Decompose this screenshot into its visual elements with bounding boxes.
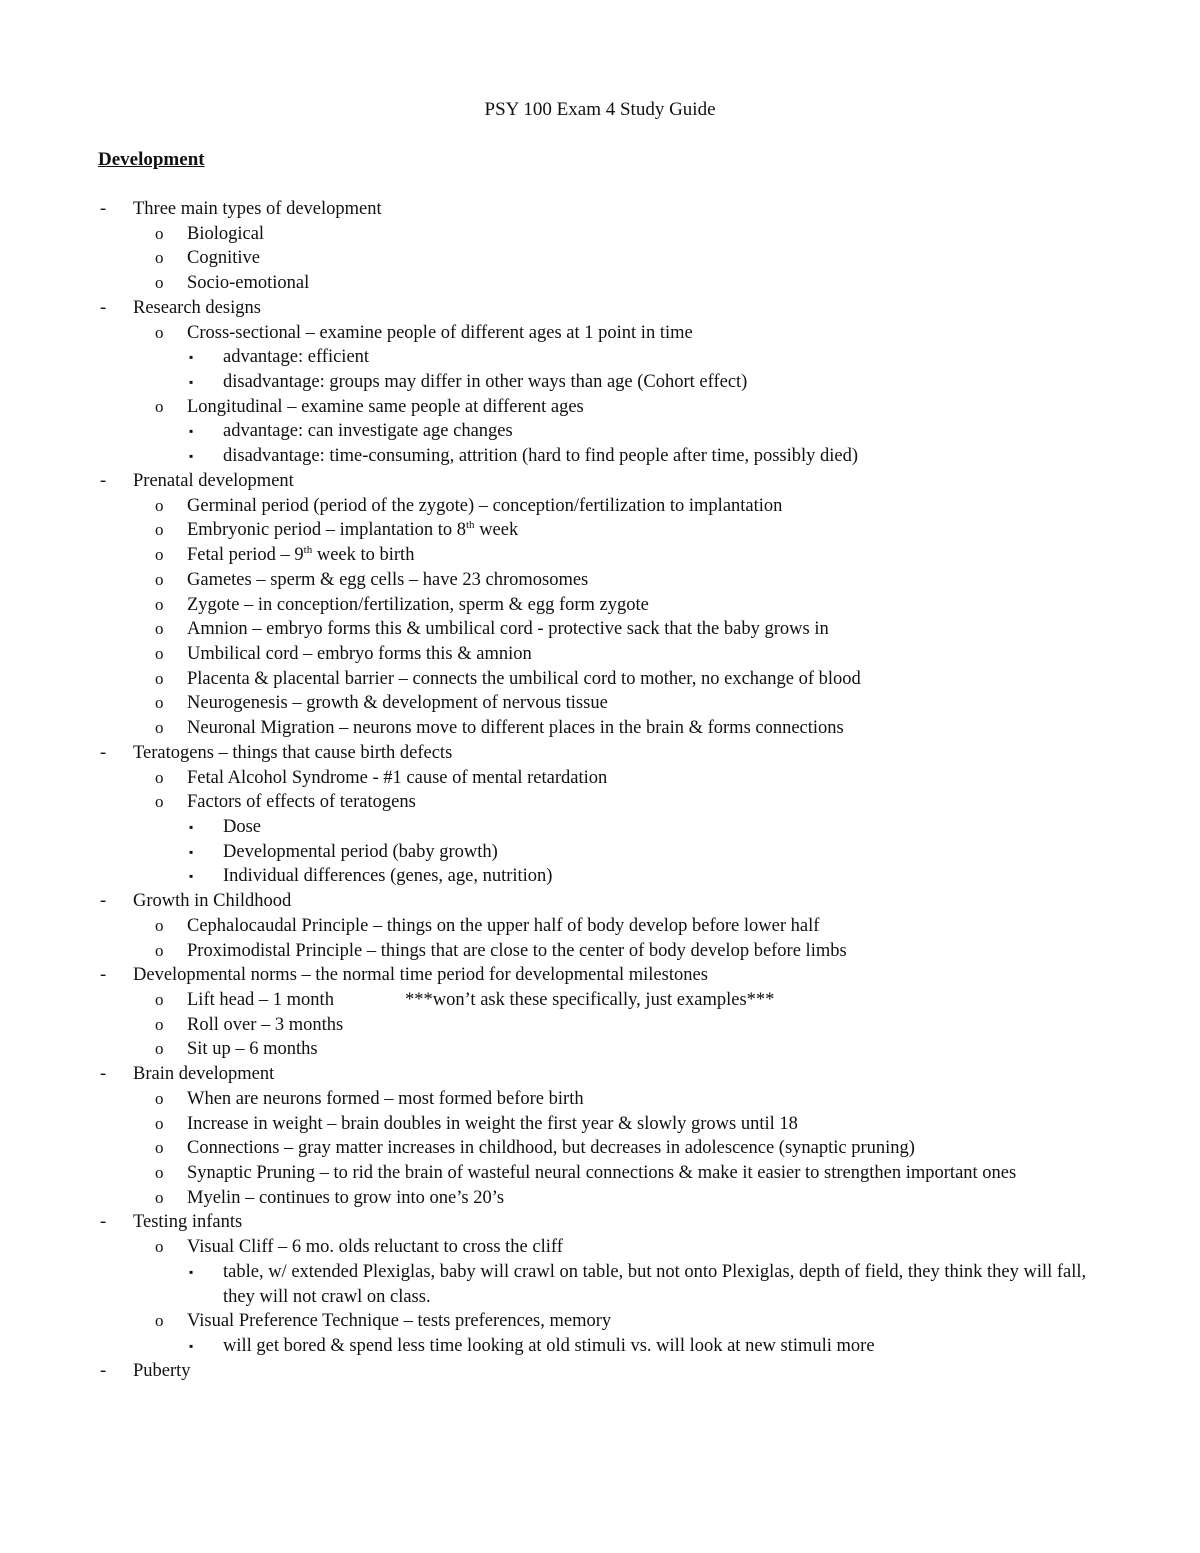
bullet-marker: o [155, 396, 164, 416]
side-note: ***won’t ask these specifically, just examples*** [405, 990, 775, 1010]
bullet-marker: ▪ [189, 375, 194, 390]
outline-item-level-2 [0, 1186, 1200, 1211]
outline-item-text: Developmental norms – the normal time period for developmental milestones [133, 965, 708, 986]
outline-item-text: Biological [187, 223, 265, 244]
bullet-marker: o [155, 643, 164, 663]
bullet-marker: o [155, 495, 164, 515]
outline-item-text: Developmental period (baby growth) [223, 841, 498, 862]
bullet-marker: o [155, 273, 164, 293]
bullet-marker: - [100, 1064, 107, 1085]
outline-item-text: Neuronal Migration – neurons move to different places in the brain & forms connections [187, 718, 844, 739]
outline-item-level-3 [0, 840, 1200, 865]
bullet-marker: o [155, 718, 164, 738]
outline-item-text: Placenta & placental barrier – connects the umbilical cord to mother, no exchange of blood [187, 668, 861, 689]
outline-item-level-1 [0, 1210, 1200, 1235]
bullet-marker: o [155, 322, 164, 342]
bullet-marker: o [155, 792, 164, 812]
outline-item-text: Socio-emotional [187, 273, 310, 294]
outline-item-level-2 [0, 1013, 1200, 1038]
outline-item-text: Myelin – continues to grow into one’s 20’s [187, 1187, 505, 1208]
outline-item-level-2 [0, 914, 1200, 939]
outline-item-level-3 [0, 1334, 1200, 1359]
bullet-marker: o [155, 990, 164, 1009]
outline-item-text: Cephalocaudal Principle – things on the upper half of body develop before lower half [187, 915, 820, 936]
bullet-marker: o [155, 520, 164, 540]
outline-item-text: Germinal period (period of the zygote) – conception/fertilization to implantation [187, 495, 783, 516]
outline-item-level-2 [0, 222, 1200, 247]
bullet-marker: ▪ [189, 819, 194, 834]
outline-item-level-2 [0, 988, 1200, 1013]
outline-item-text: Visual Preference Technique – tests preferences, memory [187, 1311, 612, 1332]
outline-item-level-2 [0, 691, 1200, 716]
outline-item-level-3 [0, 444, 1200, 469]
outline-item-level-1 [0, 1062, 1200, 1087]
bullet-marker: ▪ [189, 1339, 194, 1354]
outline-item-level-2 [0, 1037, 1200, 1062]
bullet-marker: ▪ [189, 869, 194, 884]
bullet-marker: o [155, 915, 164, 935]
outline-item-level-3 [0, 345, 1200, 370]
outline-item-text: Three main types of development [133, 199, 382, 219]
bullet-marker: o [155, 1113, 164, 1133]
outline-item-level-2 [0, 642, 1200, 667]
bullet-marker: o [155, 693, 164, 713]
outline-item-text: Synaptic Pruning – to rid the brain of wasteful neural connections & make it easier to strengthen important ones [187, 1163, 1017, 1184]
bullet-marker: ▪ [189, 449, 194, 464]
outline-item-text: Individual differences (genes, age, nutrition) [223, 866, 553, 887]
outline-item-text: Zygote – in conception/fertilization, sperm & egg form zygote [187, 594, 649, 615]
outline-item-level-3 [0, 419, 1200, 444]
outline-item-level-2 [0, 1112, 1200, 1137]
bullet-marker: - [100, 742, 107, 763]
outline-item-level-2 [0, 667, 1200, 692]
outline-item-text: Connections – gray matter increases in childhood, but decreases in adolescence (synaptic pruning) [187, 1138, 915, 1159]
outline-item-text: Teratogens – things that cause birth defects [133, 742, 453, 763]
outline-item-level-2 [0, 593, 1200, 618]
bullet-marker: - [100, 891, 107, 912]
bullet-marker: ▪ [189, 844, 194, 859]
outline-item-level-1 [0, 963, 1200, 988]
outline-item-level-2 [0, 568, 1200, 593]
outline-item-text: Prenatal development [133, 470, 294, 491]
outline-item-level-1 [0, 741, 1200, 766]
outline-item-text: disadvantage: time-consuming, attrition (hard to find people after time, possibly died) [223, 446, 859, 467]
outline-item-text: advantage: efficient [223, 347, 370, 368]
bullet-marker: o [155, 223, 164, 243]
bullet-marker: ▪ [189, 1264, 194, 1279]
outline-item-text: Factors of effects of teratogens [187, 792, 416, 813]
outline-item-text: Dose [223, 816, 262, 837]
outline-item-level-2 [0, 1309, 1200, 1334]
bullet-marker: o [155, 1039, 164, 1059]
outline-item-level-3 [0, 864, 1200, 889]
outline-item-text: Umbilical cord – embryo forms this & amnion [187, 643, 532, 664]
outline-item-text: Brain development [133, 1064, 275, 1085]
outline-item-level-2 [0, 617, 1200, 642]
bullet-marker: ▪ [189, 424, 194, 439]
outline-item-text: Puberty [133, 1360, 191, 1381]
outline-item-text: Fetal period – 9th week to birth [187, 543, 415, 566]
outline-item-level-1 [0, 1359, 1200, 1384]
outline-item-text: Proximodistal Principle – things that are close to the center of body develop before limbs [187, 940, 847, 961]
outline-item-level-2 [0, 246, 1200, 271]
outline-item-text: Research designs [133, 297, 261, 318]
bullet-marker: o [155, 1088, 164, 1108]
bullet-marker: o [155, 619, 164, 639]
bullet-marker: o [155, 668, 164, 688]
outline-item-text: Gametes – sperm & egg cells – have 23 chromosomes [187, 569, 589, 590]
outline-item-level-3 [0, 370, 1200, 395]
outline-item-text: Sit up – 6 months [187, 1039, 318, 1060]
outline-item-text: Increase in weight – brain doubles in weight the first year & slowly grows until 18 [187, 1113, 798, 1134]
bullet-marker: o [155, 545, 164, 565]
section-heading: Development [98, 149, 205, 170]
outline-item-text: Embryonic period – implantation to 8th week [187, 519, 519, 541]
bullet-marker: o [155, 569, 164, 589]
bullet-marker: o [155, 1187, 164, 1207]
outline-item-level-3 [0, 815, 1200, 840]
outline-item-level-2 [0, 1161, 1200, 1186]
bullet-marker: - [100, 470, 107, 491]
outline-item-text: Fetal Alcohol Syndrome - #1 cause of mental retardation [187, 767, 608, 788]
bullet-marker: ▪ [189, 350, 194, 365]
outline-item-level-2 [0, 494, 1200, 519]
outline-list [0, 197, 1200, 1384]
bullet-marker: - [100, 297, 107, 318]
outline-item-level-1 [0, 889, 1200, 914]
bullet-marker: o [155, 1014, 164, 1034]
outline-item-level-2 [0, 543, 1200, 568]
outline-item-text: disadvantage: groups may differ in other ways than age (Cohort effect) [223, 372, 748, 393]
outline-item-level-2 [0, 1136, 1200, 1161]
bullet-marker: o [155, 594, 164, 614]
bullet-marker: o [155, 767, 164, 787]
outline-item-level-1 [0, 469, 1200, 494]
outline-item-text: Lift head – 1 month [187, 990, 334, 1010]
bullet-marker: - [100, 1360, 107, 1381]
outline-item-level-3 [0, 1260, 1200, 1309]
outline-item-level-2 [0, 1087, 1200, 1112]
bullet-marker: o [155, 940, 164, 960]
outline-item-level-2 [0, 271, 1200, 296]
outline-item-level-2 [0, 395, 1200, 420]
bullet-marker: - [100, 1212, 107, 1233]
outline-item-text: Amnion – embryo forms this & umbilical cord - protective sack that the baby grows in [187, 619, 829, 640]
outline-item-level-2 [0, 939, 1200, 964]
bullet-marker: - [100, 965, 107, 986]
outline-item-text: advantage: can investigate age changes [223, 421, 513, 442]
outline-item-text: Growth in Childhood [133, 891, 292, 912]
bullet-marker: o [155, 248, 164, 268]
bullet-marker: - [100, 199, 107, 219]
outline-item-text: Testing infants [133, 1212, 243, 1233]
superscript: th [303, 543, 313, 556]
outline-item-text: will get bored & spend less time looking at old stimuli vs. will look at new stimuli more [223, 1336, 875, 1357]
outline-item-level-1 [0, 296, 1200, 321]
outline-item-level-1 [0, 197, 1200, 222]
outline-item-text: Longitudinal – examine same people at different ages [187, 396, 584, 417]
outline-item-text: Cross-sectional – examine people of different ages at 1 point in time [187, 322, 693, 343]
bullet-marker: o [155, 1237, 164, 1257]
outline-item-text: Visual Cliff – 6 mo. olds reluctant to cross the cliff [187, 1237, 563, 1258]
outline-item-text: When are neurons formed – most formed before birth [187, 1088, 584, 1109]
outline-item-text: Neurogenesis – growth & development of nervous tissue [187, 693, 608, 714]
outline-item-level-2 [0, 716, 1200, 741]
bullet-marker: o [155, 1163, 164, 1183]
outline-item-level-2 [0, 518, 1200, 543]
superscript: th [466, 519, 475, 532]
outline-item-level-2 [0, 790, 1200, 815]
outline-item-text: Cognitive [187, 248, 260, 269]
outline-item-level-2 [0, 1235, 1200, 1260]
outline-item-text: Roll over – 3 months [187, 1014, 344, 1035]
bullet-marker: o [155, 1138, 164, 1158]
page-title: PSY 100 Exam 4 Study Guide [484, 99, 716, 120]
outline-item-level-2 [0, 321, 1200, 346]
outline-item-level-2 [0, 766, 1200, 791]
outline-item-text: table, w/ extended Plexiglas, baby will crawl on table, but not onto Plexiglas, depth of field, they think they will fall, they will not crawl on class. [223, 1261, 1087, 1307]
bullet-marker: o [155, 1311, 164, 1331]
